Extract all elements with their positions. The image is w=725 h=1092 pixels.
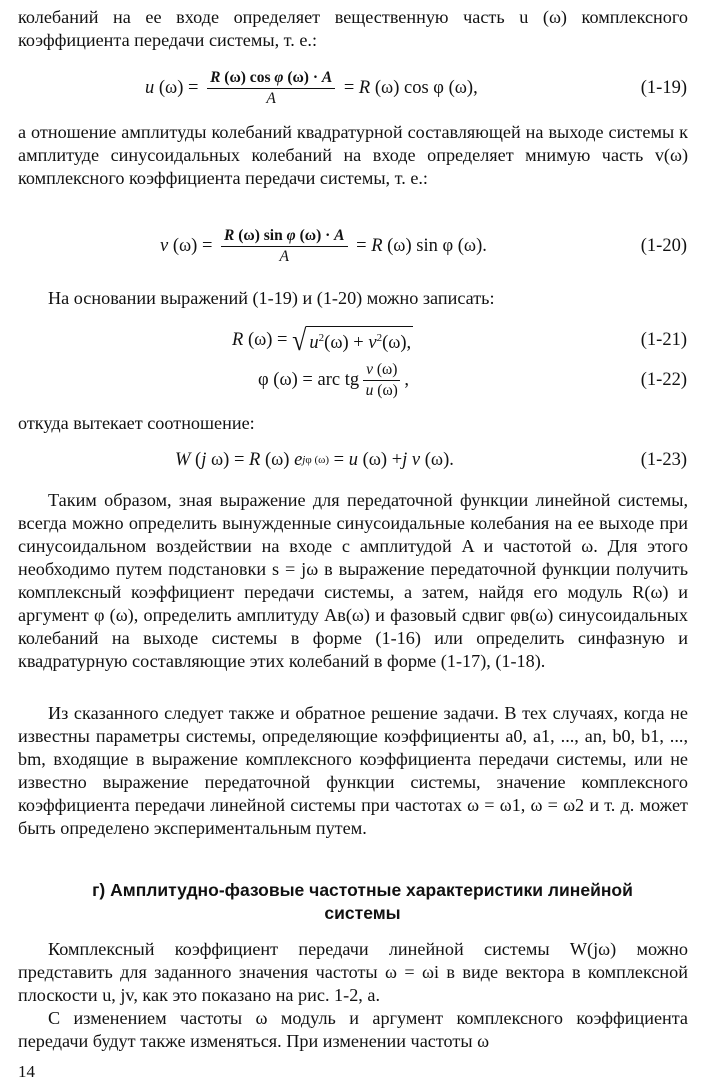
equation-number: (1-20) bbox=[640, 235, 687, 256]
paragraph-5 bbox=[18, 489, 688, 673]
equation-number: (1-22) bbox=[640, 369, 687, 390]
paragraph-7 bbox=[18, 938, 688, 1007]
paragraph-1 bbox=[18, 6, 688, 52]
paragraph-1-text: колебаний на ее входе определяет вещественную часть u (ω) комплексного коэффициента передачи системы, т. е.: bbox=[18, 7, 688, 50]
paragraph-8 bbox=[18, 1007, 688, 1053]
paragraph-3 bbox=[18, 287, 688, 310]
equation-number: (1-19) bbox=[640, 77, 687, 98]
section-heading-line-2: системы bbox=[324, 903, 401, 923]
section-heading-line-1: г) Амплитудно-фазовые частотные характеристики линейной bbox=[92, 880, 633, 900]
paragraph-8-text: С изменением частоты ω модуль и аргумент комплексного коэффициента передачи будут также изменяться. При изменении частоты ω bbox=[18, 1008, 688, 1051]
paragraph-5-text: Таким образом, зная выражение для передаточной функции линейной системы, всегда можно определить вынужденные синусоидальные колебания на ее выходе при синусоидальном воздействии на входе с амплитудой A и частотой ω. Для этого необходимо путем подстановки s = jω в выражение передаточной функции получить комплексный коэффициент передачи системы, а затем, найдя его модуль R(ω) и аргумент φ (ω), определить амплитуду Aв(ω) и фазовый сдвиг φв(ω) синусоидальных колебаний на выходе системы в форме (1-16) или определить синфазную и квадратурную составляющие этих колебаний в форме (1-17), (1-18). bbox=[18, 490, 688, 671]
section-heading bbox=[0, 879, 725, 925]
equation-1-22: φ (ω) = arc tg $\frac{v (\omega)}{u (\omega)}$ , (1-22) bbox=[0, 352, 725, 408]
paragraph-6-text: Из сказанного следует также и обратное решение задачи. В тех случаях, когда не известны параметры системы, определяющие коэффициенты a0, a1, ..., an, b0, b1, ..., bm, входящие в выражение комплексного коэффициента передачи системы, или не известно выражение передаточной функции системы, значение комплексного коэффициента передачи линейной системы при частотах ω = ω1, ω = ω2 и т. д. может быть определено экспериментальным путем. bbox=[18, 703, 688, 838]
equation-1-20: v (ω) = $\frac{\text{R (ω) sin φ (ω) · A}}{A}$ = R (ω) sin φ (ω). (1-20) bbox=[0, 218, 725, 274]
paragraph-6 bbox=[18, 702, 688, 840]
equation-1-23: W ( j ω) = R (ω) e jφ (ω) = u (ω) + j v (ω). (1-23) bbox=[0, 432, 725, 488]
equation-1-21: R (ω) = √ $u^2(\omega) + v^2(\omega)$, (1-21) bbox=[0, 312, 725, 368]
paragraph-4-text: откуда вытекает соотношение: bbox=[18, 413, 255, 433]
equation-1-19: u (ω) = $\frac{\text{R (ω) cos φ (ω) · A}}{A}$ = R (ω) cos φ (ω), (1-19) bbox=[0, 60, 725, 116]
equation-number: (1-23) bbox=[640, 449, 687, 470]
paragraph-2-text: а отношение амплитуды колебаний квадратурной составляющей на выходе системы к амплитуде синусоидальных колебаний на входе определяет мнимую часть v(ω) комплексного коэффициента передачи системы, т. е.: bbox=[18, 122, 688, 188]
page-number: 14 bbox=[18, 1062, 35, 1081]
equation-number: (1-21) bbox=[640, 329, 687, 350]
paragraph-3-text: На основании выражений (1-19) и (1-20) можно записать: bbox=[48, 288, 495, 308]
paragraph-7-text: Комплексный коэффициент передачи линейной системы W(jω) можно представить для заданного значения частоты ω = ωi в виде вектора в комплексной плоскости u, jv, как это показано на рис. 1-2, а. bbox=[18, 939, 688, 1005]
paragraph-2 bbox=[18, 121, 688, 190]
